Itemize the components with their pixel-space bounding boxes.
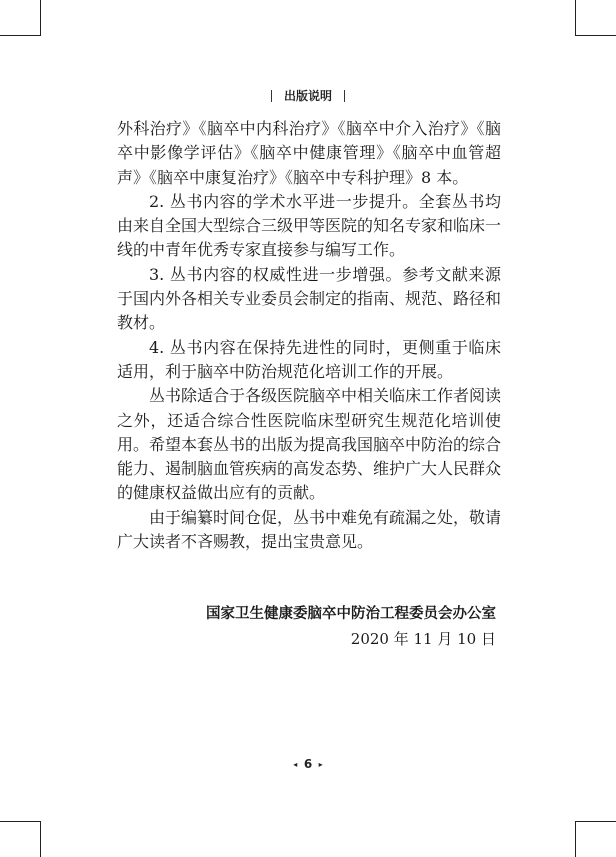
paragraph: 由于编纂时间仓促，丛书中难免有疏漏之处，敬请广大读者不吝赐教，提出宝贵意见。 — [117, 507, 502, 552]
paragraph: 外科治疗》《脑卒中内科治疗》《脑卒中介入治疗》《脑卒中影像学评估》《脑卒中健康管理》《脑卒中血管超声》《脑卒中康复治疗》《脑卒中专科护理》8 本。 — [117, 119, 501, 187]
paragraph: 2. 丛书内容的学术水平进一步提升。全套丛书均由来自全国大型综合三级甲等医院的知名专家和临床一线的中青年优秀专家直接参与编写工作。 — [117, 191, 502, 260]
header-divider-right — [344, 90, 345, 102]
signature-date: 2020 年 11 月 10 日 — [350, 630, 496, 648]
section-title: 出版说明 — [283, 89, 332, 103]
page-number: 6 — [303, 757, 313, 771]
paragraph: 3. 丛书内容的权威性进一步增强。参考文献来源于国内外各相关专业委员会制定的指南、规范、路径和教材。 — [117, 264, 502, 333]
paragraph: 4. 丛书内容在保持先进性的同时，更侧重于临床适用，利于脑卒中防治规范化培训工作的开展。 — [117, 337, 501, 381]
right-triangle-icon: ▸ — [318, 759, 323, 769]
crop-mark-top-right-vertical — [575, 0, 576, 36]
crop-mark-top-left-vertical — [40, 0, 41, 36]
left-triangle-icon: ◂ — [293, 759, 298, 769]
crop-mark-bottom-left-horizontal — [0, 821, 40, 822]
signature-organization: 国家卫生健康委脑卒中防治工程委员会办公室 — [206, 606, 496, 622]
body-text — [117, 117, 501, 554]
crop-mark-top-right-horizontal — [576, 35, 616, 36]
crop-mark-bottom-right-horizontal — [576, 821, 616, 822]
header-divider-left — [271, 90, 272, 102]
running-header — [0, 87, 616, 104]
page-number-footer — [0, 757, 616, 771]
crop-mark-top-left-horizontal — [0, 35, 40, 36]
crop-mark-bottom-right-vertical — [575, 821, 576, 857]
crop-mark-bottom-left-vertical — [40, 821, 41, 857]
paragraph: 丛书除适合于各级医院脑卒中相关临床工作者阅读之外，还适合综合性医院临床型研究生规范化培训使用。希望本套丛书的出版为提高我国脑卒中防治的综合能力、遏制脑血管疾病的高发态势、维护广大人民群众的健康权益做出应有的贡献。 — [117, 386, 502, 503]
